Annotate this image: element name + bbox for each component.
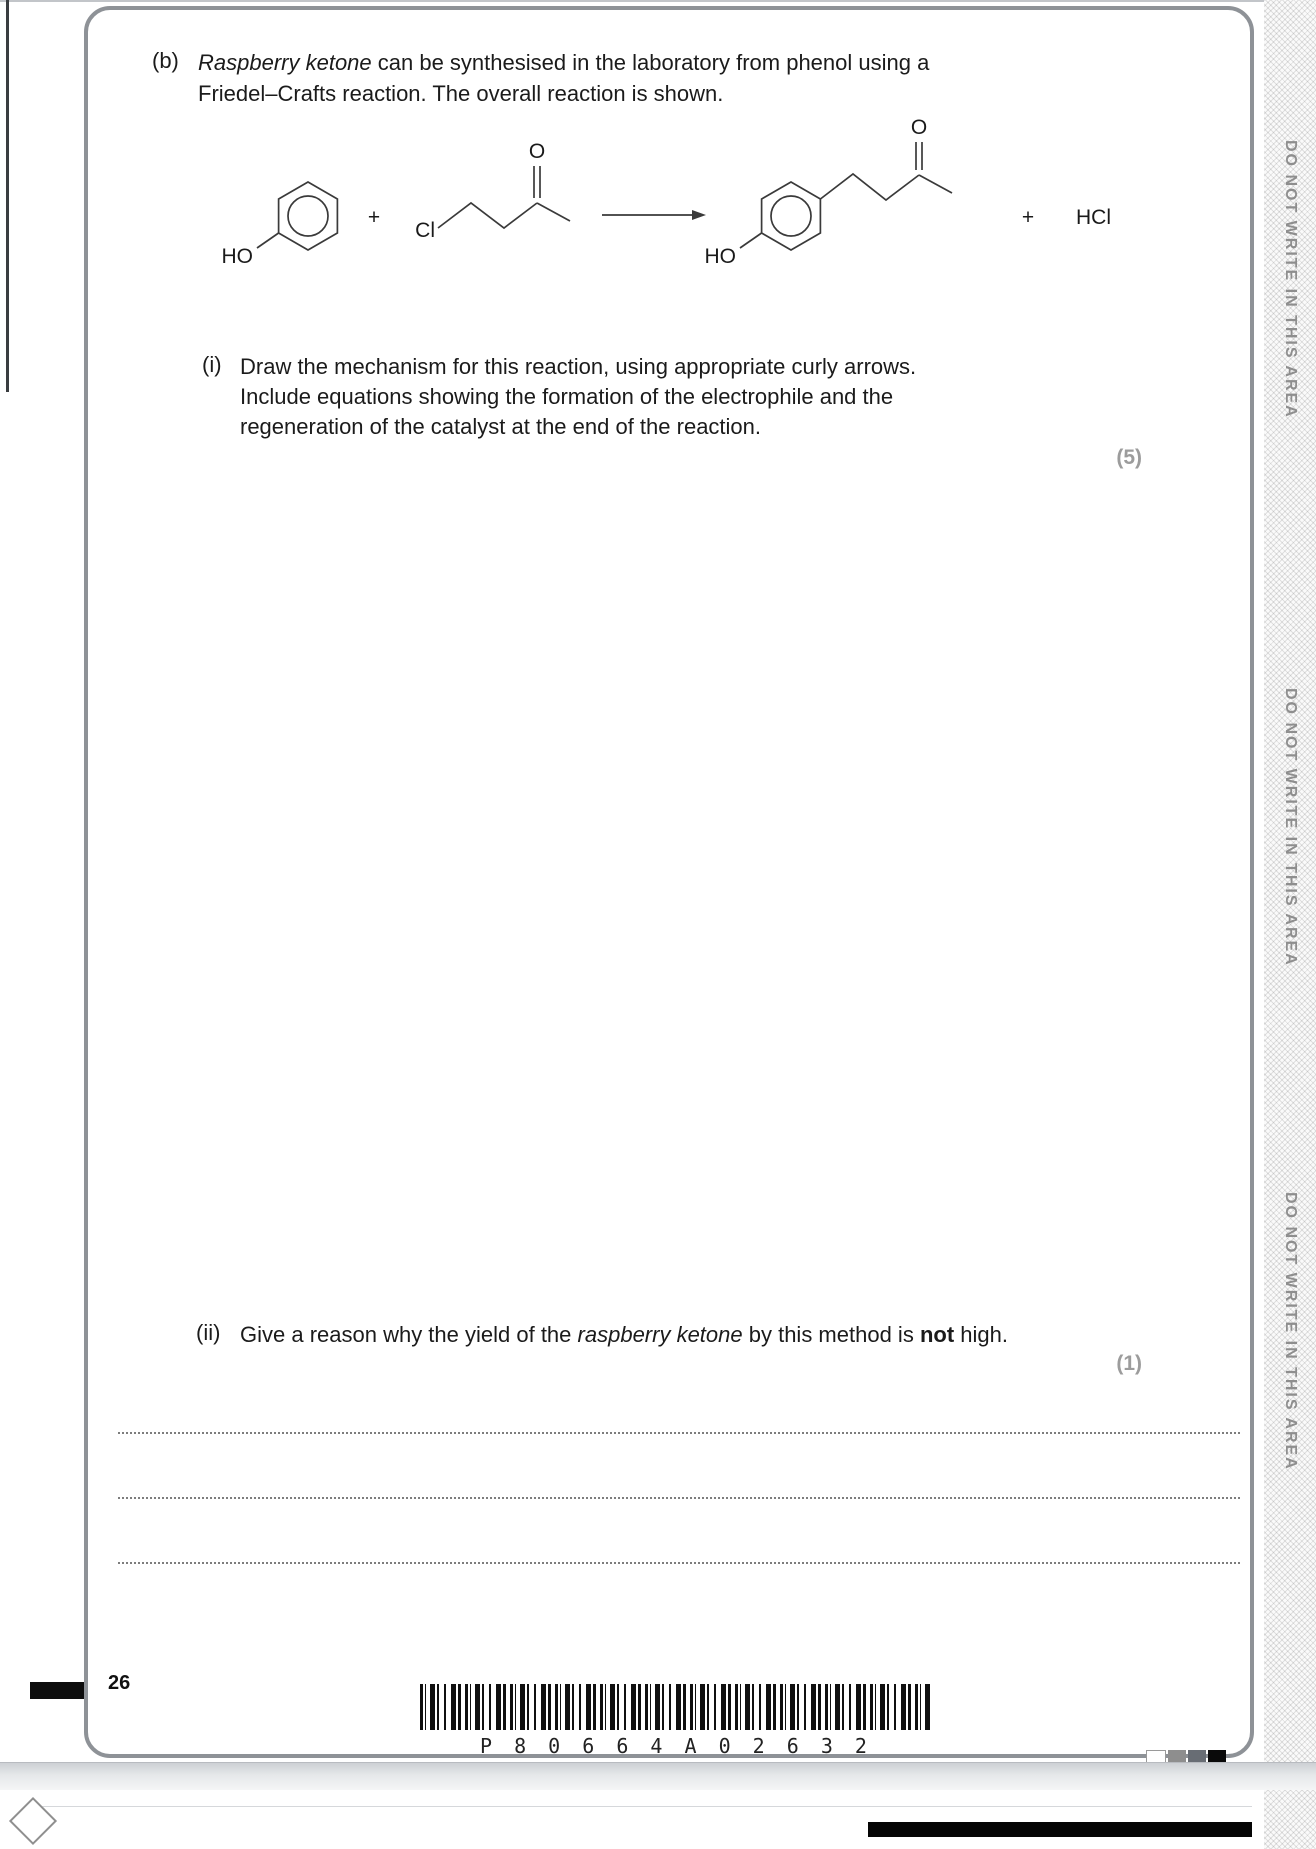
question-b-line1	[198, 48, 929, 78]
question-ii-post: high.	[954, 1322, 1008, 1347]
question-b-line2: Friedel–Crafts reaction. The overall reaction is shown.	[198, 81, 724, 106]
question-i-line2: Include equations showing the formation of the electrophile and the	[240, 384, 894, 409]
barcode	[420, 1684, 932, 1730]
answer-line	[118, 1562, 1240, 1564]
question-ii-marks: (1)	[1116, 1352, 1142, 1375]
hcl-label: HCl	[1076, 206, 1111, 229]
answer-line	[118, 1497, 1240, 1499]
do-not-write-text: DO NOT WRITE IN THIS AREA	[1282, 140, 1299, 419]
question-ii-italic: raspberry ketone	[577, 1322, 743, 1347]
page-gap-band	[0, 1762, 1316, 1790]
scan-left-edge-line	[6, 0, 9, 392]
product-oh-bond	[740, 233, 762, 248]
question-ii-label: (ii)	[196, 1320, 221, 1345]
plus-sign-left: +	[367, 206, 381, 229]
plus-sign-right: +	[1021, 206, 1035, 229]
product-oh-label: HO	[704, 245, 736, 268]
question-i-line3: regeneration of the catalyst at the end of the reaction.	[240, 414, 762, 439]
do-not-write-band	[1264, 0, 1316, 1849]
do-not-write-text: DO NOT WRITE IN THIS AREA	[1282, 688, 1299, 967]
next-page-edge-line	[30, 1806, 1252, 1807]
next-page-footer-bar	[868, 1822, 1252, 1837]
question-ii-bold: not	[919, 1322, 955, 1347]
chloride-chain	[438, 203, 537, 228]
chloride-methyl-bond	[537, 203, 570, 221]
product-o-label: O	[910, 116, 928, 139]
scan-top-edge	[0, 0, 1316, 2]
question-i-marks: (5)	[1116, 446, 1142, 469]
page-number: 26	[108, 1672, 131, 1694]
question-ii-line	[240, 1320, 1008, 1350]
question-i-line1: Draw the mechanism for this reaction, using appropriate curly arrows.	[240, 354, 917, 379]
product-methyl-bond	[919, 175, 952, 193]
next-page-corner	[9, 1797, 57, 1845]
print-registration-mark	[30, 1682, 86, 1699]
phenol-aromatic-circle	[288, 196, 328, 236]
do-not-write-text: DO NOT WRITE IN THIS AREA	[1282, 1192, 1299, 1471]
question-b-italic: Raspberry ketone	[198, 50, 372, 75]
answer-line	[118, 1432, 1240, 1434]
question-ii-mid: by this method is	[742, 1322, 920, 1347]
product-chain	[820, 174, 919, 200]
phenol-oh-bond	[257, 233, 279, 248]
phenol-oh-label: HO	[221, 245, 253, 268]
reaction-arrow-head	[692, 210, 706, 220]
question-b-line1-rest: can be synthesised in the laboratory from phenol using a	[371, 50, 930, 75]
chloride-o-label: O	[528, 140, 546, 163]
question-ii-pre: Give a reason why the yield of the	[240, 1322, 578, 1347]
product-aromatic-circle	[771, 196, 811, 236]
reaction-scheme	[190, 116, 1145, 291]
question-b-label: (b)	[152, 48, 179, 73]
barcode-text: P 8 0 6 6 4 A 0 2 6 3 2	[480, 1734, 872, 1758]
chloride-cl-label: Cl	[415, 219, 435, 242]
question-i-label: (i)	[202, 352, 222, 377]
